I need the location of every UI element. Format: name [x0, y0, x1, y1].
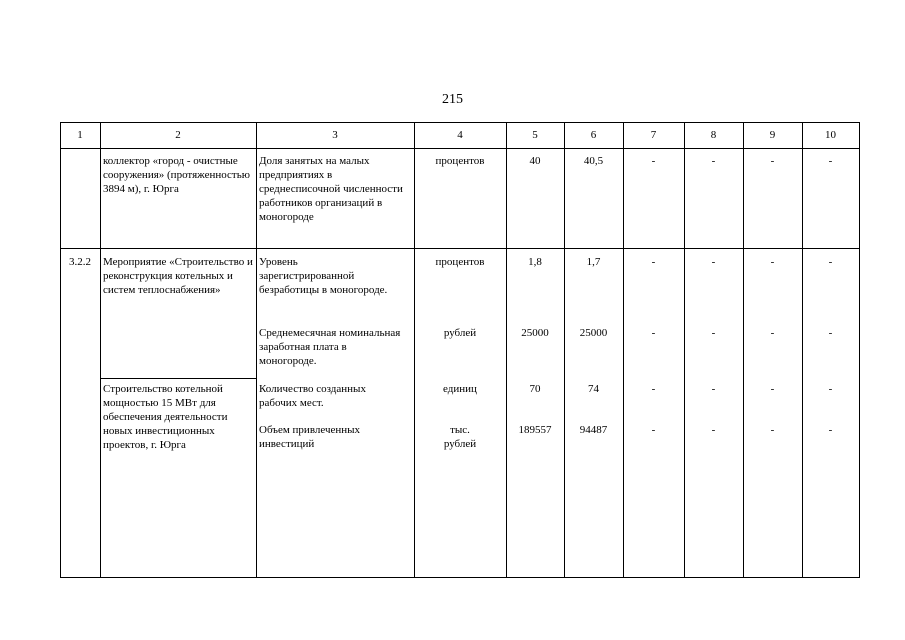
header-cell: 4 — [457, 129, 463, 141]
measure-text: Мероприятие «Строительство и реконструкция котельных и систем теплоснабжения» — [103, 256, 253, 296]
measure-divider — [100, 378, 256, 379]
header-cell: 9 — [769, 129, 776, 141]
value-cell: - — [651, 383, 656, 395]
value-cell: - — [770, 327, 775, 339]
unit-text: единиц — [443, 383, 477, 395]
value-cell: - — [828, 256, 833, 268]
indicator-text: Количество созданных рабочих мест. — [259, 383, 366, 409]
unit-text: процентов — [435, 155, 485, 167]
col-line — [506, 122, 507, 578]
value-cell: 1,7 — [586, 256, 601, 268]
value-cell: - — [711, 155, 716, 167]
header-cell: 10 — [825, 129, 836, 141]
value-cell: - — [651, 155, 656, 167]
value-cell: - — [770, 256, 775, 268]
value-cell: - — [711, 256, 716, 268]
value-cell: - — [828, 424, 833, 436]
header-cell: 6 — [590, 129, 597, 141]
indicator-text: Уровень зарегистрированной безработицы в моногороде. — [259, 256, 388, 296]
value-cell: 1,8 — [528, 256, 542, 268]
header-divider — [60, 148, 860, 149]
measure-text: коллектор «город - очистные сооружения» (протяженностью 3894 м), г. Юрга — [103, 155, 250, 195]
row-number: 3.2.2 — [69, 256, 91, 268]
measure-text: Строительство котельной мощностью 15 МВт для обеспечения деятельности новых инвестиционных проектов, г. Юрга — [103, 383, 228, 451]
value-cell: - — [651, 424, 656, 436]
header-cell: 7 — [650, 129, 657, 141]
value-cell: - — [711, 327, 716, 339]
header-cell: 2 — [175, 129, 181, 141]
value-cell: 74 — [588, 383, 599, 395]
col-line — [100, 122, 101, 578]
table-border-bottom — [60, 577, 860, 578]
value-cell: 40,5 — [583, 155, 604, 167]
value-cell: - — [828, 327, 833, 339]
header-cell: 3 — [332, 129, 338, 141]
col-line — [623, 122, 624, 578]
value-cell: - — [770, 383, 775, 395]
header-cell: 8 — [710, 129, 717, 141]
value-cell: - — [770, 424, 775, 436]
header-cell: 5 — [532, 129, 538, 141]
value-cell: - — [828, 155, 833, 167]
value-cell: 189557 — [518, 424, 552, 436]
value-cell: 25000 — [579, 327, 608, 339]
data-table — [60, 122, 860, 578]
value-cell: 70 — [529, 383, 541, 395]
value-cell: - — [711, 424, 716, 436]
value-cell: - — [770, 155, 775, 167]
col-line — [564, 122, 565, 578]
header-cell: 1 — [77, 129, 83, 141]
unit-text: процентов — [435, 256, 485, 268]
value-cell: - — [828, 383, 833, 395]
row-divider — [60, 248, 860, 249]
col-line — [859, 122, 860, 578]
value-cell: 94487 — [579, 424, 608, 436]
col-line — [802, 122, 803, 578]
page-number: 215 — [442, 92, 463, 107]
indicator-text: Объем привлеченных инвестиций — [259, 424, 361, 450]
unit-text: рублей — [443, 327, 477, 339]
indicator-text: Среднемесячная номинальная заработная плата в моногороде. — [259, 327, 401, 367]
table-border-top — [60, 122, 860, 123]
unit-text: тыс. рублей — [443, 424, 477, 450]
value-cell: - — [651, 256, 656, 268]
value-cell: - — [651, 327, 656, 339]
col-line — [684, 122, 685, 578]
col-line — [256, 122, 257, 578]
col-line — [60, 122, 61, 578]
value-cell: 25000 — [521, 327, 549, 339]
value-cell: 40 — [529, 155, 541, 167]
col-line — [414, 122, 415, 578]
value-cell: - — [711, 383, 716, 395]
col-line — [743, 122, 744, 578]
indicator-text: Доля занятых на малых предприятиях в среднесписочной численности работников организаций в моногороде — [259, 155, 403, 223]
